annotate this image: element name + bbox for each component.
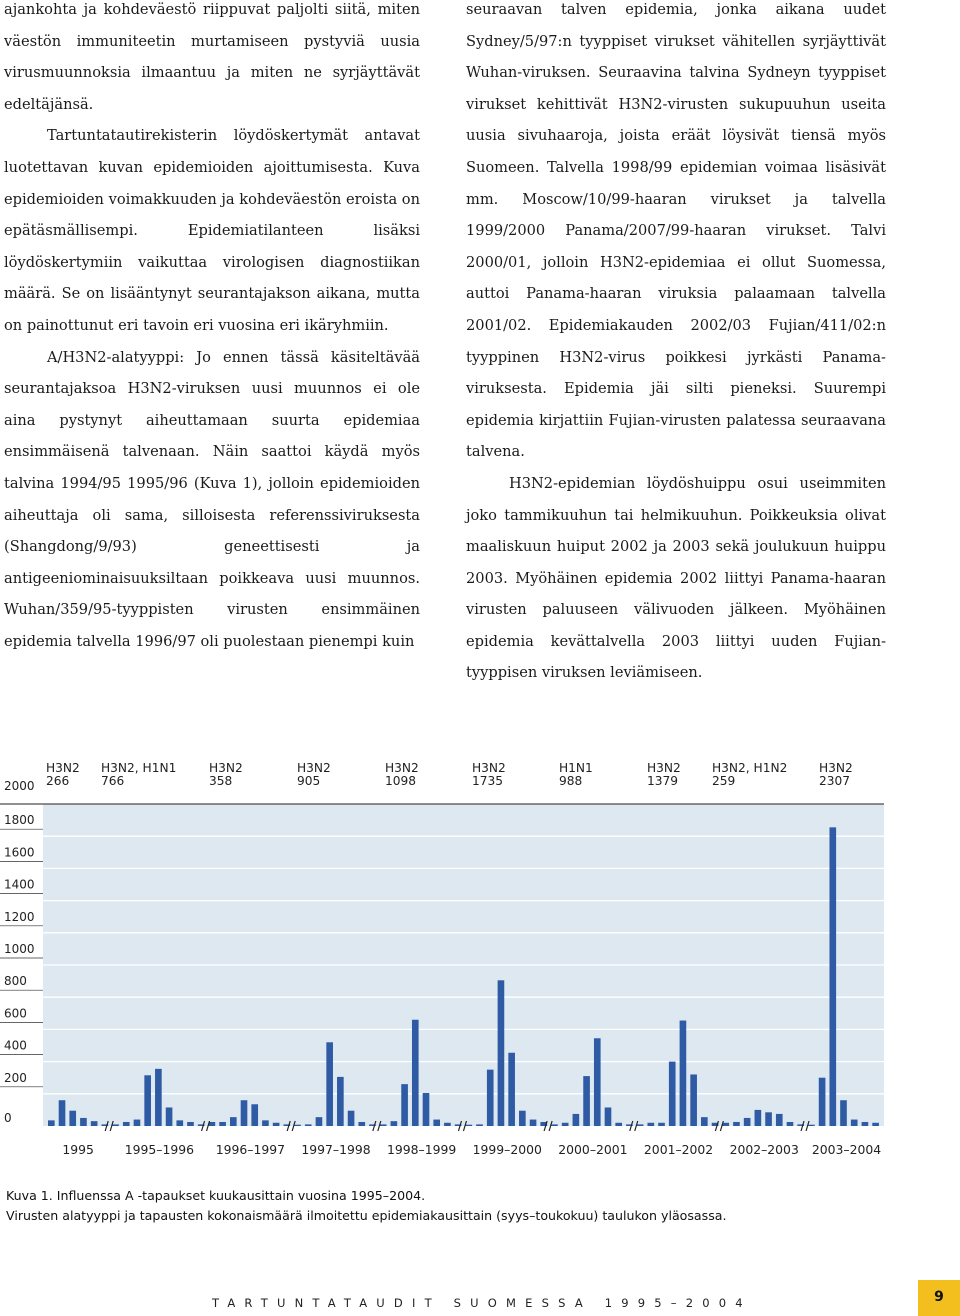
bar	[669, 1062, 676, 1126]
season-subtype-label: H3N2	[297, 761, 331, 775]
bar	[605, 1107, 612, 1126]
paragraph: H3N2-epidemian löydöshuippu osui useimmiten joko tammikuuhun tai helmikuuhun. Poikkeuksia olivat maaliskuun huiput 2002 ja 2003 sekä joulukuun huippu 2003. Myöhäinen epidemia 2002 liittyi Panama-haaran virusten paluuseen välivuoden jälkeen. Myöhäinen epidemia kevättalvella 2003 liittyi uuden Fujian-tyyppisen viruksen leviämiseen.	[466, 474, 886, 682]
bar	[444, 1123, 451, 1126]
season-subtype-label: H3N2, H1N2	[712, 761, 788, 775]
bar	[241, 1100, 248, 1126]
bar	[466, 1125, 473, 1126]
footer-publication-title: TARTUNTATAUDIT SUOMESSA 1995–2004	[212, 1296, 752, 1310]
season-total-label: 1379	[647, 774, 679, 788]
page-number-box	[918, 1280, 960, 1316]
bar	[519, 1111, 526, 1126]
bar	[401, 1084, 408, 1126]
x-season-label: 2001–2002	[643, 1142, 714, 1157]
bar	[176, 1120, 183, 1126]
left-text-column	[4, 0, 420, 657]
bar	[144, 1075, 151, 1126]
bar	[433, 1120, 440, 1126]
x-season-label: 2003–2004	[811, 1142, 882, 1157]
bar	[755, 1110, 762, 1126]
season-total-label: 2307	[819, 774, 851, 788]
season-subtype-label: H3N2	[385, 761, 419, 775]
y-tick-label: 1600	[4, 845, 35, 860]
bar	[647, 1123, 654, 1126]
season-subtype-label: H3N2	[647, 761, 681, 775]
bar	[423, 1093, 430, 1126]
bar	[829, 827, 836, 1126]
bar	[787, 1122, 794, 1126]
bar	[658, 1123, 665, 1126]
bar	[187, 1122, 194, 1126]
y-tick-label: 600	[4, 1006, 27, 1021]
x-season-label: 1996–1997	[215, 1142, 285, 1157]
figure-caption	[6, 1186, 727, 1226]
y-tick-label: 200	[4, 1070, 27, 1085]
bar	[744, 1118, 751, 1126]
bar	[872, 1123, 879, 1126]
bar	[819, 1078, 826, 1126]
season-total-label: 358	[209, 774, 233, 788]
season-subtype-label: H3N2	[46, 761, 80, 775]
bar	[273, 1123, 280, 1126]
bar	[851, 1120, 858, 1126]
y-tick-label: 800	[4, 974, 27, 989]
bar	[840, 1100, 847, 1126]
bar	[412, 1020, 419, 1126]
bar	[562, 1123, 569, 1126]
bar	[251, 1104, 258, 1126]
bar	[498, 980, 505, 1126]
season-total-label: 1735	[472, 774, 504, 788]
x-season-label: 2000–2001	[558, 1142, 628, 1157]
bar	[615, 1123, 622, 1126]
y-tick-label: 1200	[4, 909, 35, 924]
bar	[123, 1122, 130, 1126]
season-subtype-label: H3N2	[819, 761, 853, 775]
bar	[573, 1114, 580, 1126]
bar	[219, 1122, 226, 1126]
bar	[348, 1111, 355, 1126]
paragraph: Tartuntatautirekisterin löydöskertymät antavat luotettavan kuvan epidemioiden ajoittumisesta. Kuva epidemioiden voimakkuuden ja kohdeväestön eroista on epätäsmällisempi. Epidemiatilanteen lisäksi löydöskertymiin vaikuttaa virologisen diagnostiikan määrä. Se on lisääntynyt seurantajakson aikana, mutta on painottunut eri tavoin eri vuosina eri ikäryhmiin.	[4, 127, 420, 334]
bar	[476, 1124, 483, 1126]
season-subtype-label: H3N2, H1N1	[101, 761, 177, 775]
bar	[701, 1117, 708, 1126]
bar	[680, 1021, 687, 1126]
bar	[808, 1125, 815, 1126]
bar	[380, 1124, 387, 1126]
bar	[391, 1121, 398, 1126]
bar	[316, 1117, 323, 1126]
bar	[551, 1124, 558, 1126]
x-season-label: 1999–2000	[472, 1142, 542, 1157]
season-total-label: 766	[101, 774, 125, 788]
bar	[230, 1117, 237, 1126]
bar	[337, 1077, 344, 1126]
bar	[690, 1074, 697, 1126]
bar	[326, 1042, 333, 1126]
bar	[487, 1070, 494, 1126]
bar	[358, 1122, 365, 1126]
season-total-label: 1098	[385, 774, 417, 788]
season-subtype-label: H3N2	[209, 761, 243, 775]
bar	[69, 1111, 76, 1126]
paragraph: seuraavan talven epidemia, jonka aikana uudet Sydney/5/97:n tyyppiset virukset vähitellen syrjäyttivät Wuhan-viruksen. Seuraavina talvina Sydneyn tyyppiset virukset kehittivät H3N2-virusten sukupuuhun useita uusia sivuhaaroja, joista eräät löysivät tiensä myös Suomeen. Talvella 1998/99 epidemian voimaa lisäsivät mm. Moscow/10/99-haaran virukset ja talvella 1999/2000 Panama/2007/99-haaran virukset. Talvi 2000/01, jolloin H3N2-epidemiaa ei ollut Suomessa, auttoi Panama-haaran viruksia palaamaan talvella 2001/02. Epidemiakauden 2002/03 Fujian/411/02:n tyyppinen H3N2-virus poikkesi jyrkästi Panama-viruksesta. Epidemia jäi silti pieneksi. Suurempi epidemia kirjattiin Fujian-virusten palatessa seuraavana talvena.	[466, 1, 886, 461]
y-tick-label: 2000	[4, 779, 35, 793]
y-tick-label: 400	[4, 1038, 27, 1053]
page-number: 9	[934, 1289, 944, 1305]
season-total-label: 905	[297, 774, 321, 788]
caption-line-2: Virusten alatyyppi ja tapausten kokonaismäärä ilmoitettu epidemiakausittain (syys–toukokuu) taulukon yläosassa.	[6, 1208, 727, 1223]
season-subtype-label: H1N1	[559, 761, 593, 775]
y-tick-label: 0	[4, 1111, 12, 1125]
bar	[48, 1120, 55, 1126]
y-tick-label: 1400	[4, 877, 35, 892]
x-season-label: 1998–1999	[387, 1142, 457, 1157]
bar	[733, 1122, 740, 1126]
bar	[262, 1120, 269, 1126]
x-season-label: 1997–1998	[301, 1142, 371, 1157]
bar	[305, 1124, 312, 1126]
bar	[294, 1125, 301, 1126]
bar	[508, 1053, 515, 1126]
bar	[530, 1120, 537, 1126]
caption-line-1: Kuva 1. Influenssa A -tapaukset kuukausittain vuosina 1995–2004.	[6, 1188, 426, 1203]
y-tick-label: 1800	[4, 813, 35, 828]
season-total-label: 266	[46, 774, 70, 788]
season-total-label: 988	[559, 774, 583, 788]
x-season-label: 1995–1996	[124, 1142, 195, 1157]
paragraph: ajankohta ja kohdeväestö riippuvat paljolti siitä, miten väestön immuniteetin murtamiseen pystyviä uusia virusmuunnoksia ilmaantuu ja miten ne syrjäyttävät edeltäjänsä.	[4, 1, 420, 113]
bar	[594, 1038, 601, 1126]
bar	[59, 1100, 66, 1126]
bar	[765, 1112, 772, 1126]
influenza-chart	[0, 752, 960, 1172]
bar	[134, 1120, 141, 1126]
bar	[583, 1076, 590, 1126]
season-subtype-label: H3N2	[472, 761, 506, 775]
bar	[862, 1122, 869, 1126]
bar	[91, 1121, 98, 1126]
bar	[722, 1123, 729, 1126]
y-tick-label: 1000	[4, 942, 35, 956]
bar	[637, 1124, 644, 1126]
bar	[112, 1124, 119, 1126]
bar	[166, 1107, 173, 1126]
x-season-label: 1995	[62, 1142, 94, 1157]
bar	[80, 1118, 87, 1126]
right-text-column	[466, 0, 886, 689]
paragraph: A/H3N2-alatyyppi: Jo ennen tässä käsiteltävää seurantajaksoa H3N2-viruksen uusi muunnos ei ole aina pystynyt aiheuttamaan suurta epidemiaa ensimmäisenä talvenaan. Näin saattoi käydä myös talvina 1994/95 1995/96 (Kuva 1), jolloin epidemioiden aiheuttaja oli sama, silloisesta referenssiviruksesta (Shangdong/9/93) geneettisesti ja antigeeniominaisuuksiltaan poikkeava uusi muunnos. Wuhan/359/95-tyyppisten virusten ensimmäinen epidemia talvella 1996/97 oli puolestaan pienempi kuin	[4, 348, 420, 650]
x-season-label: 2002–2003	[729, 1142, 799, 1157]
season-total-label: 259	[712, 774, 736, 788]
bar	[155, 1069, 162, 1126]
bar	[776, 1114, 783, 1126]
